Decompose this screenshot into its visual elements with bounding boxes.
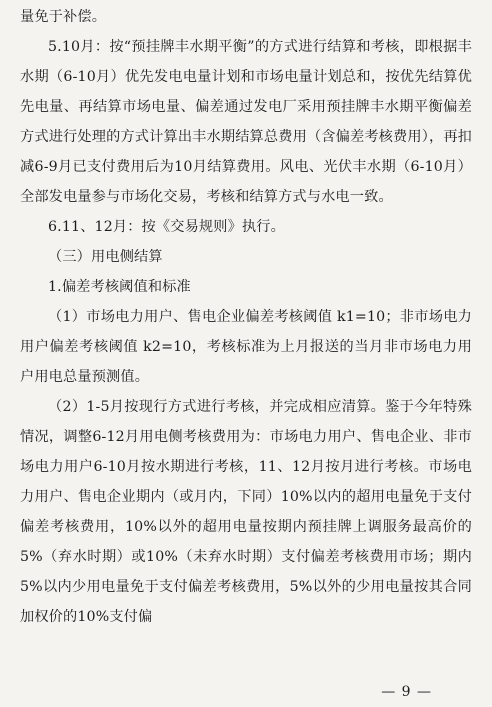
- subsection-heading-deviation-threshold: 1.偏差考核阈值和标准: [48, 279, 191, 295]
- paragraph-threshold-2: （2）1-5月按现行方式进行考核，并完成相应清算。鉴于今年特殊情况，调整6-12月用电侧考核费用为：市场电力用户、售电企业、非市场电力用户6-10月按水期进行考核，11、12月按月进行考核。市场电力用户、售电企业期内（或月内，下同）10%以内的超用电量免于支付偏差考核费用，10%以外的超用电量按期内预挂牌上调服务最高价的5%（弃水时期）或10%（未弃水时期）支付偏差考核费用市场；期内5%以内少用电量免于支付偏差考核费用，5%以外的少用电量按其合同加权价的10%支付偏: [20, 399, 472, 625]
- paragraph-carryover: 量免于补偿。: [20, 9, 107, 25]
- section-heading-consumption-settlement: （三）用电侧结算: [48, 249, 163, 265]
- page-number: — 9 —: [381, 684, 432, 700]
- paragraph-item-6: 6.11、12月：按《交易规则》执行。: [48, 219, 285, 235]
- paragraph-item-5: 5.10月：按“预挂牌丰水期平衡”的方式进行结算和考核，即根据丰水期（6-10月）优先发电电量计划和市场电量计划总和，按优先结算优先电量、再结算市场电量、偏差通过发电厂采用预挂牌丰水期平衡偏差方式进行处理的方式计算出丰水期结算总费用（含偏差考核费用），再扣减6-9月已支付费用后为10月结算费用。风电、光伏丰水期（6-10月）全部发电量参与市场化交易，考核和结算方式与水电一致。: [20, 39, 472, 205]
- paragraph-threshold-1: （1）市场电力用户、售电企业偏差考核阈值 k1=10；非市场电力用户偏差考核阈值 k2=10，考核标准为上月报送的当月非市场电力用户用电总量预测值。: [20, 309, 472, 385]
